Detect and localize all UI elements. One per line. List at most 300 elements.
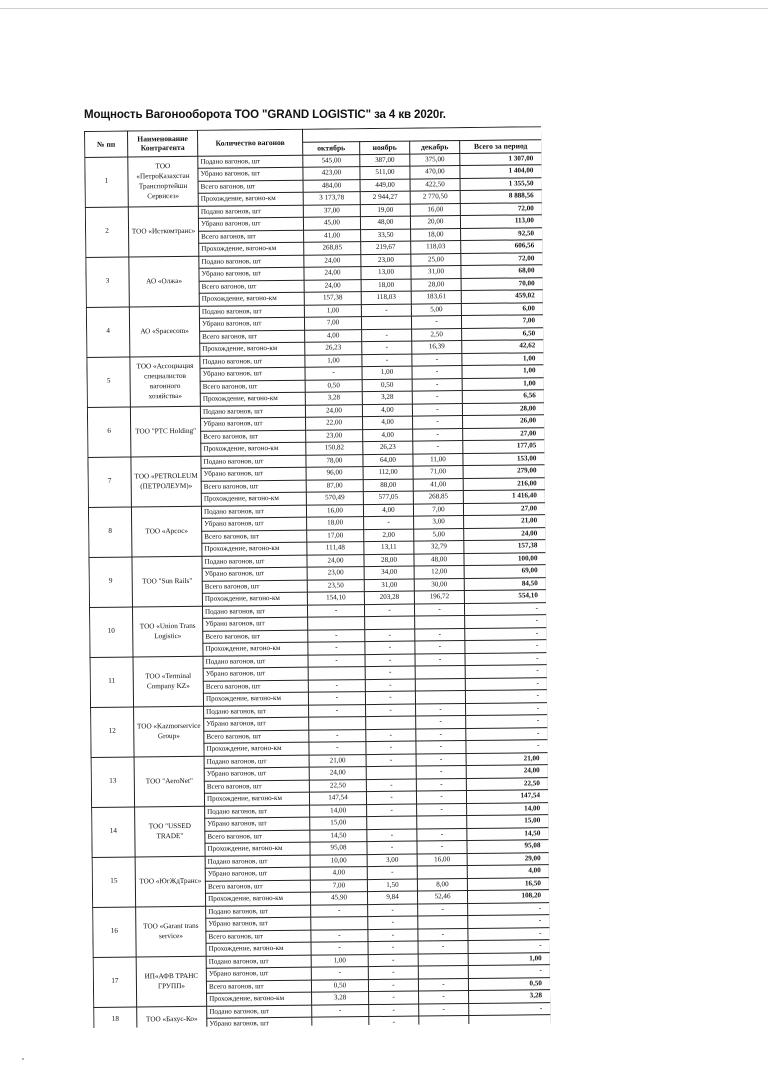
total-cell: 0,50	[468, 977, 550, 990]
row-number: 14	[92, 807, 136, 857]
total-cell: 6,00	[461, 302, 543, 315]
total-cell: 1 416,40	[463, 490, 545, 503]
metric-label: Всего вагонов, шт	[198, 180, 303, 194]
month-cell: -	[417, 828, 467, 841]
month-cell: -	[414, 603, 464, 616]
month-cell: 7,00	[413, 503, 463, 516]
month-cell: 0,50	[305, 379, 362, 392]
metric-label: Подано вагонов, шт	[199, 255, 304, 269]
total-cell: 113,00	[460, 215, 542, 228]
total-cell: -	[468, 902, 550, 915]
month-cell: 2,50	[412, 328, 462, 341]
month-cell: 470,00	[410, 166, 460, 179]
metric-label: Подано вагонов, шт	[199, 305, 304, 319]
month-cell: 3,28	[362, 391, 412, 404]
metric-label: Подано вагонов, шт	[202, 605, 307, 619]
month-cell: -	[412, 378, 462, 391]
month-cell: 34,00	[364, 566, 414, 579]
metric-label: Прохождение, вагоно-км	[207, 992, 312, 1006]
row-number: 7	[88, 457, 132, 507]
total-cell: -	[465, 677, 547, 690]
counterparty-name: ТОО «ПетроКазахстан Транспортейшн Сервисез»	[128, 156, 199, 207]
total-cell: -	[465, 627, 547, 640]
month-cell: -	[416, 716, 466, 729]
month-cell: -	[413, 416, 463, 429]
month-cell: -	[416, 753, 466, 766]
metric-label: Убрано вагонов, шт	[206, 917, 311, 931]
month-cell: 183,61	[411, 291, 461, 304]
month-cell: 7,00	[304, 317, 361, 330]
month-cell: 118,03	[411, 241, 461, 254]
month-cell: 4,00	[305, 329, 362, 342]
month-cell: -	[368, 966, 418, 979]
total-cell: 24,00	[464, 527, 546, 540]
total-cell: 16,50	[467, 877, 549, 890]
month-cell: 387,00	[360, 154, 410, 167]
month-cell: -	[365, 641, 415, 654]
month-cell: 24,00	[305, 404, 362, 417]
counterparty-name: ИП«АФВ ТРАНС ГРУПП»	[136, 956, 207, 1007]
row-number: 4	[86, 307, 130, 357]
total-cell: 6,50	[462, 327, 544, 340]
metric-label: Подано вагонов, шт	[200, 355, 305, 369]
month-cell: 48,00	[360, 216, 410, 229]
month-cell: -	[368, 916, 418, 929]
month-cell: 37,00	[303, 204, 360, 217]
month-cell: 78,00	[306, 454, 363, 467]
month-cell: -	[308, 629, 365, 642]
month-cell: -	[308, 642, 365, 655]
metric-label: Прохождение, вагоно-км	[204, 792, 309, 806]
month-cell: 45,90	[310, 892, 367, 905]
metric-label: Убрано вагонов, шт	[203, 667, 308, 681]
month-cell: 4,00	[363, 416, 413, 429]
total-cell: -	[465, 640, 547, 653]
month-cell: 112,00	[363, 466, 413, 479]
month-cell: -	[416, 703, 466, 716]
counterparty-name: ТОО «Terminal Company KZ»	[133, 656, 204, 707]
metric-label: Подано вагонов, шт	[206, 905, 311, 919]
total-cell: 95,08	[467, 840, 549, 853]
total-cell: 8 888,56	[460, 190, 542, 203]
metric-label: Убрано вагонов, шт	[199, 317, 304, 331]
month-cell: -	[305, 367, 362, 380]
total-cell: 27,00	[463, 502, 545, 515]
total-cell: 70,00	[461, 277, 543, 290]
total-cell: 69,00	[464, 565, 546, 578]
metric-label: Подано вагонов, шт	[207, 1005, 312, 1019]
counterparty-name: ТОО «PETROLEUM (ПЕТРОЛЕУМ)»	[131, 456, 202, 507]
month-cell: 4,00	[363, 504, 413, 517]
month-cell: -	[417, 803, 467, 816]
month-cell: -	[367, 829, 417, 842]
header-num: № пп	[85, 131, 128, 157]
metric-label: Прохождение, вагоно-км	[205, 842, 310, 856]
month-cell: -	[368, 979, 418, 992]
month-cell: 3,00	[367, 854, 417, 867]
counterparty-name: ТОО «Исткомтранс»	[128, 206, 199, 257]
metric-label: Убрано вагонов, шт	[202, 517, 307, 531]
row-number: 11	[90, 657, 134, 707]
month-cell: 48,00	[414, 553, 464, 566]
metric-label: Всего вагонов, шт	[200, 330, 305, 344]
month-cell: 511,00	[360, 166, 410, 179]
counterparty-name: АО «Spacecom»	[129, 306, 200, 357]
month-cell: 23,00	[306, 429, 363, 442]
month-cell	[312, 1017, 369, 1028]
metric-label: Убрано вагонов, шт	[204, 717, 309, 731]
month-cell: 16,39	[412, 341, 462, 354]
metric-label: Подано вагонов, шт	[198, 155, 303, 169]
total-cell: -	[466, 702, 548, 715]
month-cell: -	[311, 904, 368, 917]
month-cell: -	[415, 641, 465, 654]
metric-label: Подано вагонов, шт	[204, 705, 309, 719]
month-cell: -	[369, 1016, 419, 1028]
metric-label: Всего вагонов, шт	[204, 730, 309, 744]
total-cell: -	[468, 915, 550, 928]
month-cell: 13,11	[364, 541, 414, 554]
month-cell: 196,72	[414, 591, 464, 604]
total-cell: 21,00	[464, 515, 546, 528]
metric-label: Всего вагонов, шт	[205, 880, 310, 894]
month-cell	[367, 816, 417, 829]
month-cell: -	[311, 929, 368, 942]
month-cell: -	[309, 704, 366, 717]
month-cell: 484,00	[303, 179, 360, 192]
total-cell: 100,00	[464, 552, 546, 565]
metric-label: Убрано вагонов, шт	[205, 867, 310, 881]
total-cell: 84,50	[464, 577, 546, 590]
metric-label: Убрано вагонов, шт	[198, 167, 303, 181]
row-number: 9	[89, 557, 133, 607]
month-cell: 422,50	[410, 178, 460, 191]
metric-label: Подано вагонов, шт	[204, 755, 309, 769]
month-cell: -	[416, 741, 466, 754]
total-cell: 1,00	[468, 952, 550, 965]
metric-label: Прохождение, вагоно-км	[198, 192, 303, 206]
metric-label: Подано вагонов, шт	[200, 405, 305, 419]
month-cell: -	[368, 954, 418, 967]
row-number: 5	[87, 357, 131, 407]
total-cell: 554,10	[464, 590, 546, 603]
total-cell: 459,02	[461, 290, 543, 303]
month-cell: 32,79	[414, 541, 464, 554]
month-cell: 23,00	[361, 254, 411, 267]
month-cell: 2 770,50	[410, 191, 460, 204]
month-cell: -	[417, 841, 467, 854]
month-cell: -	[309, 742, 366, 755]
month-cell: -	[411, 316, 461, 329]
month-cell: 28,00	[411, 278, 461, 291]
counterparty-name: ТОО "PTC Holding"	[130, 406, 201, 457]
counterparty-name: ТОО «Арсос»	[131, 506, 202, 557]
month-cell: 157,38	[304, 292, 361, 305]
total-cell: 6,56	[462, 390, 544, 403]
month-cell: 22,50	[309, 779, 366, 792]
month-cell: 3,00	[414, 516, 464, 529]
counterparty-name: ТОО "Sun Rails"	[132, 556, 203, 607]
total-cell: 7,00	[461, 315, 543, 328]
row-number: 17	[93, 956, 137, 1006]
total-cell: 108,20	[467, 890, 549, 903]
month-cell: 16,00	[410, 203, 460, 216]
metric-label: Всего вагонов, шт	[199, 230, 304, 244]
month-cell: 18,00	[361, 279, 411, 292]
row-number: 15	[92, 857, 136, 907]
month-cell: -	[418, 903, 468, 916]
month-cell: 423,00	[303, 167, 360, 180]
metric-label: Убрано вагонов, шт	[199, 267, 304, 281]
month-cell: -	[364, 604, 414, 617]
month-cell: 96,00	[306, 467, 363, 480]
metric-label: Всего вагонов, шт	[201, 430, 306, 444]
header-qty: Количество вагонов	[197, 129, 302, 156]
month-cell: 45,00	[303, 217, 360, 230]
total-cell: 28,00	[462, 402, 544, 415]
month-cell: 41,00	[413, 478, 463, 491]
month-cell: 31,00	[411, 266, 461, 279]
metric-label: Прохождение, вагоно-км	[200, 392, 305, 406]
month-cell: -	[361, 304, 411, 317]
counterparty-name: АО «Олжа»	[129, 256, 200, 307]
metric-label: Подано вагонов, шт	[205, 805, 310, 819]
metric-label: Прохождение, вагоно-км	[202, 542, 307, 556]
month-cell: 10,00	[310, 854, 367, 867]
total-cell: 1 404,00	[460, 165, 542, 178]
header-month-nov: ноябрь	[360, 141, 410, 154]
counterparty-name: ТОО "AeroNet"	[134, 756, 205, 807]
metric-label: Прохождение, вагоно-км	[203, 642, 308, 656]
month-cell: -	[412, 403, 462, 416]
month-cell: 375,00	[410, 153, 460, 166]
month-cell: 3 173,78	[303, 192, 360, 205]
month-cell	[366, 716, 416, 729]
month-cell: -	[365, 654, 415, 667]
month-cell: -	[307, 604, 364, 617]
metric-label: Прохождение, вагоно-км	[199, 242, 304, 256]
month-cell: 9,84	[367, 891, 417, 904]
month-cell: 268,85	[413, 491, 463, 504]
month-cell: -	[416, 728, 466, 741]
total-cell: 606,56	[461, 240, 543, 253]
metric-label: Убрано вагонов, шт	[204, 767, 309, 781]
month-cell: 14,00	[310, 804, 367, 817]
month-cell: 154,10	[307, 592, 364, 605]
total-cell: 1,00	[462, 365, 544, 378]
month-cell: -	[368, 941, 418, 954]
metric-label: Всего вагонов, шт	[202, 580, 307, 594]
month-cell: 22,00	[306, 417, 363, 430]
month-cell: 20,00	[410, 216, 460, 229]
total-cell: 72,00	[460, 202, 542, 215]
month-cell	[415, 666, 465, 679]
metric-label: Всего вагонов, шт	[203, 630, 308, 644]
row-number: 6	[87, 407, 131, 457]
metric-label: Прохождение, вагоно-км	[199, 292, 304, 306]
total-cell: 22,50	[466, 777, 548, 790]
total-cell: 24,00	[466, 765, 548, 778]
total-cell: 26,00	[463, 415, 545, 428]
metric-label: Всего вагонов, шт	[199, 280, 304, 294]
total-cell: 92,50	[461, 227, 543, 240]
total-cell: 29,00	[467, 852, 549, 865]
month-cell: 64,00	[363, 454, 413, 467]
month-cell: 18,00	[411, 228, 461, 241]
month-cell: -	[367, 841, 417, 854]
metric-label: Подано вагонов, шт	[198, 205, 303, 219]
month-cell: 52,46	[417, 891, 467, 904]
metric-label: Прохождение, вагоно-км	[206, 942, 311, 956]
table-body	[85, 152, 551, 1028]
month-cell: 14,50	[310, 829, 367, 842]
month-cell: -	[368, 929, 418, 942]
metric-label: Убрано вагонов, шт	[201, 467, 306, 481]
document-title: Мощность Вагонооборота ТОО "GRAND LOGISTIC" за 4 кв 2020г.	[84, 109, 446, 121]
month-cell: -	[416, 766, 466, 779]
month-cell: 24,00	[304, 267, 361, 280]
total-cell: 42,62	[462, 340, 544, 353]
total-cell: -	[465, 690, 547, 703]
total-cell: 72,00	[461, 252, 543, 265]
month-cell	[309, 717, 366, 730]
month-cell: -	[419, 991, 469, 1004]
month-cell: 24,00	[304, 279, 361, 292]
month-cell: -	[368, 904, 418, 917]
total-cell: 14,50	[467, 827, 549, 840]
total-cell: 4,00	[467, 865, 549, 878]
month-cell: 2,00	[364, 529, 414, 542]
month-cell: -	[365, 691, 415, 704]
metric-label: Всего вагонов, шт	[201, 480, 306, 494]
month-cell: -	[416, 791, 466, 804]
month-cell: 449,00	[360, 179, 410, 192]
row-number: 18	[94, 1006, 137, 1027]
month-cell: -	[365, 679, 415, 692]
month-cell: 1,00	[305, 354, 362, 367]
month-cell: 268,85	[304, 242, 361, 255]
total-cell: 1,00	[462, 377, 544, 390]
month-cell: 26,23	[305, 342, 362, 355]
metric-label: Подано вагонов, шт	[203, 655, 308, 669]
month-cell: -	[366, 741, 416, 754]
counterparty-name: ТОО «ЮгЖдТранс»	[135, 856, 206, 907]
month-cell: 150,82	[306, 442, 363, 455]
month-cell: 203,28	[364, 591, 414, 604]
metric-label: Всего вагонов, шт	[203, 680, 308, 694]
metric-label: Убрано вагонов, шт	[207, 1017, 312, 1028]
total-cell: 1,00	[462, 352, 544, 365]
metric-label: Убрано вагонов, шт	[206, 967, 311, 981]
metric-label: Убрано вагонов, шт	[198, 217, 303, 231]
month-cell: 147,54	[309, 792, 366, 805]
month-cell	[418, 916, 468, 929]
month-cell	[415, 691, 465, 704]
month-cell: -	[364, 516, 414, 529]
total-cell: -	[468, 965, 550, 978]
metric-label: Прохождение, вагоно-км	[202, 592, 307, 606]
scan-speck	[22, 1058, 24, 1060]
metric-label: Подано вагонов, шт	[202, 555, 307, 569]
month-cell: 1,00	[311, 954, 368, 967]
metric-label: Прохождение, вагоно-км	[200, 342, 305, 356]
month-cell: 23,00	[307, 567, 364, 580]
total-cell: 157,38	[464, 540, 546, 553]
metric-label: Подано вагонов, шт	[205, 855, 310, 869]
total-cell: 68,00	[461, 265, 543, 278]
total-cell: -	[466, 727, 548, 740]
month-cell: -	[418, 928, 468, 941]
total-cell: 15,00	[467, 815, 549, 828]
total-cell: 1 307,00	[460, 152, 542, 165]
metric-label: Подано вагонов, шт	[201, 505, 306, 519]
total-cell	[469, 1015, 551, 1028]
month-cell: 1,00	[362, 366, 412, 379]
month-cell: -	[308, 654, 365, 667]
counterparty-name: ТОО «Бахус-Ко»	[137, 1006, 207, 1028]
month-cell: 41,00	[304, 229, 361, 242]
total-cell: -	[466, 740, 548, 753]
month-cell: 118,03	[361, 291, 411, 304]
month-cell: 71,00	[413, 466, 463, 479]
row-number: 12	[91, 707, 135, 757]
metric-label: Убрано вагонов, шт	[203, 617, 308, 631]
metric-label: Убрано вагонов, шт	[202, 567, 307, 581]
month-cell: 12,00	[414, 566, 464, 579]
month-cell: -	[416, 778, 466, 791]
month-cell: -	[366, 704, 416, 717]
month-cell: -	[312, 1004, 369, 1017]
month-cell: -	[308, 692, 365, 705]
total-cell: -	[464, 602, 546, 615]
row-number: 3	[86, 257, 130, 307]
wagon-turnover-table	[84, 126, 550, 1028]
month-cell: -	[419, 1003, 469, 1016]
month-cell: 1,50	[367, 879, 417, 892]
row-number: 13	[91, 757, 135, 807]
month-cell: 545,00	[303, 154, 360, 167]
month-cell	[311, 917, 368, 930]
month-cell: 4,00	[363, 429, 413, 442]
month-cell: -	[369, 991, 419, 1004]
month-cell: 18,00	[307, 517, 364, 530]
month-cell	[415, 678, 465, 691]
total-cell: -	[468, 940, 550, 953]
month-cell: -	[366, 729, 416, 742]
month-cell: -	[309, 729, 366, 742]
total-cell: -	[465, 652, 547, 665]
row-number: 2	[85, 207, 129, 257]
metric-label: Всего вагонов, шт	[202, 530, 307, 544]
month-cell: 26,23	[363, 441, 413, 454]
header-month-dec: декабрь	[410, 141, 460, 154]
total-cell: -	[465, 665, 547, 678]
metric-label: Убрано вагонов, шт	[201, 417, 306, 431]
total-cell: 153,00	[463, 452, 545, 465]
row-number: 16	[93, 907, 137, 957]
month-cell	[419, 1016, 469, 1028]
month-cell: 25,00	[411, 253, 461, 266]
month-cell: -	[366, 791, 416, 804]
month-cell: -	[367, 804, 417, 817]
total-cell: 147,54	[466, 790, 548, 803]
metric-label: Всего вагонов, шт	[200, 380, 305, 394]
total-cell: 216,00	[463, 477, 545, 490]
total-cell: 21,00	[466, 752, 548, 765]
month-cell	[417, 866, 467, 879]
counterparty-name: ТОО "USSED TRADE"	[135, 806, 206, 857]
metric-label: Прохождение, вагоно-км	[204, 742, 309, 756]
